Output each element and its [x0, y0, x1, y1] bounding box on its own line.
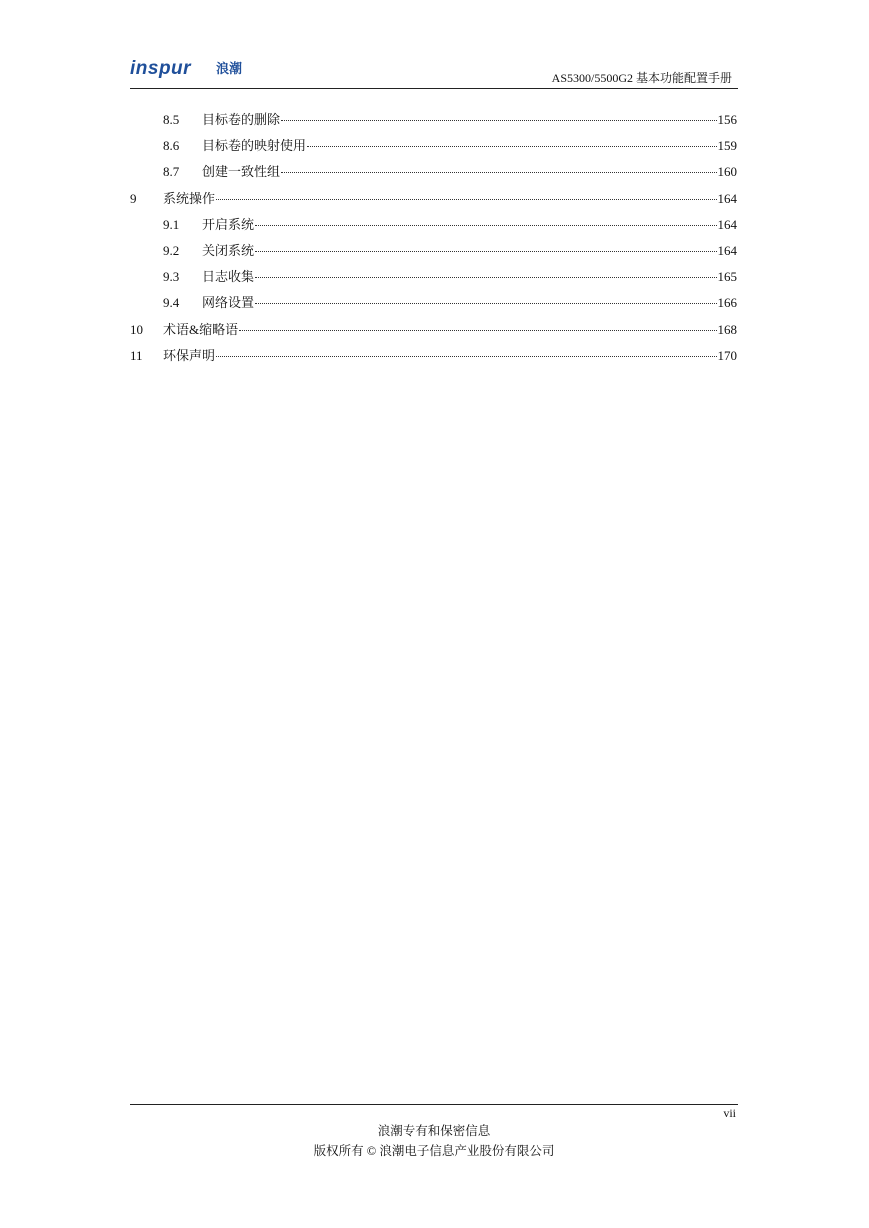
toc-entry-title: 目标卷的映射使用 [202, 138, 307, 154]
footer-divider [130, 1104, 738, 1105]
toc-entry[interactable] [130, 159, 737, 185]
document-title: AS5300/5500G2 基本功能配置手册 [551, 71, 732, 85]
dot-leader [216, 355, 716, 357]
dot-leader [255, 276, 716, 278]
dot-leader [281, 119, 716, 121]
toc-entry-number: 11 [130, 347, 143, 363]
toc-entry-number: 9.2 [163, 242, 180, 258]
toc-entry-page: 165 [717, 269, 737, 285]
toc-entry-number: 10 [130, 321, 143, 337]
toc-entry-page: 160 [717, 164, 737, 180]
dot-leader [307, 145, 716, 147]
toc-entry[interactable] [130, 133, 737, 159]
toc-entry-number: 9.4 [163, 295, 180, 311]
toc-entry-page: 170 [717, 347, 737, 363]
toc-entry-page: 159 [717, 138, 737, 154]
inspur-logo [130, 58, 258, 78]
toc-entry-title: 环保声明 [163, 347, 216, 363]
toc-entry[interactable] [130, 343, 737, 369]
toc-entry[interactable] [130, 107, 737, 133]
toc-entry[interactable] [130, 317, 737, 343]
page-number: vii [723, 1106, 736, 1120]
toc-entry[interactable] [130, 238, 737, 264]
page-footer [130, 1104, 738, 1159]
toc-entry-title: 创建一致性组 [202, 164, 281, 180]
toc-entry-title: 系统操作 [163, 190, 216, 206]
toc-entry-number: 9 [130, 190, 137, 206]
toc-entry-title: 术语&缩略语 [163, 321, 239, 337]
toc-entry-number: 8.5 [163, 112, 180, 127]
dot-leader [239, 329, 716, 331]
toc-entry-page: 166 [717, 295, 737, 311]
table-of-contents [130, 107, 737, 369]
toc-entry-number: 9.1 [163, 216, 180, 232]
dot-leader [216, 198, 716, 200]
toc-entry[interactable] [130, 212, 737, 238]
confidentiality-notice: 浪潮专有和保密信息 [377, 1124, 491, 1138]
toc-entry-title: 开启系统 [202, 216, 255, 232]
page-header [130, 56, 738, 89]
dot-leader [281, 171, 716, 173]
toc-entry-title: 网络设置 [202, 295, 255, 311]
toc-entry[interactable] [130, 186, 737, 212]
svg-text:inspur: inspur [130, 58, 192, 78]
toc-entry-title: 目标卷的删除 [202, 112, 281, 127]
toc-entry-page: 164 [717, 242, 737, 258]
toc-entry-number: 9.3 [163, 269, 180, 285]
dot-leader [255, 250, 716, 252]
inspur-logo-mark [130, 58, 258, 78]
toc-entry-page: 164 [717, 190, 737, 206]
toc-entry-page: 156 [717, 112, 737, 127]
dot-leader [255, 302, 716, 304]
toc-entry-title: 日志收集 [202, 269, 255, 285]
toc-entry-page: 164 [717, 216, 737, 232]
toc-entry-title: 关闭系统 [202, 242, 255, 258]
toc-entry-number: 8.7 [163, 164, 180, 180]
svg-text:浪潮: 浪潮 [216, 62, 243, 77]
toc-entry-page: 168 [717, 321, 737, 337]
toc-entry[interactable] [130, 264, 737, 290]
dot-leader [255, 224, 716, 226]
toc-entry[interactable] [130, 290, 737, 316]
toc-entry-number: 8.6 [163, 138, 180, 154]
copyright-notice: 版权所有 © 浪潮电子信息产业股份有限公司 [313, 1144, 555, 1158]
